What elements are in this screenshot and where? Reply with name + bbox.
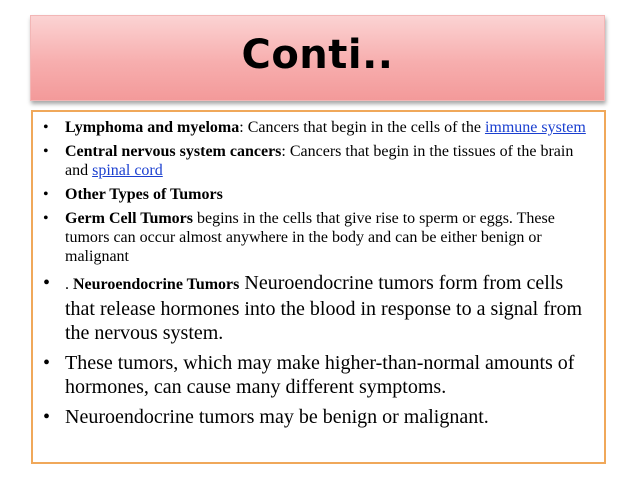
content-panel (31, 110, 606, 464)
bullet-item-other-types (43, 185, 590, 204)
bullet-text: These tumors, which may make higher-than-normal amounts of hormones, can cause many different symptoms. (65, 352, 575, 398)
bullet-heading: Other Types of Tumors (65, 186, 223, 203)
bullet-item-symptoms (43, 351, 590, 399)
bullet-heading: Central nervous system cancers (65, 143, 282, 160)
bullet-prefix: . (65, 276, 73, 293)
bullet-heading: Neuroendocrine Tumors (73, 276, 240, 293)
bullet-icon: • (43, 143, 49, 160)
bullet-item-benign (43, 405, 590, 429)
bullet-item-germ-cell (43, 209, 590, 266)
bullet-list (43, 118, 590, 429)
bullet-item-neuroendocrine (43, 271, 590, 345)
slide-title: Conti.. (241, 32, 394, 78)
bullet-icon: • (43, 406, 51, 428)
bullet-text: Neuroendocrine tumors form from cells that release hormones into the blood in response to a signal from the nervous system. (65, 272, 583, 344)
bullet-icon: • (43, 210, 49, 227)
bullet-icon: • (43, 186, 49, 203)
spinal-cord-link[interactable]: spinal cord (92, 162, 163, 179)
bullet-item-lymphoma (43, 118, 590, 137)
bullet-heading: Germ Cell Tumors (65, 210, 193, 227)
bullet-text: : Cancers that begin in the cells of the (239, 119, 485, 136)
bullet-item-cns (43, 142, 590, 180)
bullet-text: begins in the cells that give rise to sperm or eggs. These tumors can occur almost anywhere in the body and can be either benign or malignant (65, 210, 555, 265)
bullet-heading: Lymphoma and myeloma (65, 119, 240, 136)
bullet-icon: • (43, 272, 51, 294)
bullet-icon: • (43, 352, 51, 374)
bullet-text: : Cancers that begin in the tissues of the brain and (65, 143, 574, 179)
bullet-text: Neuroendocrine tumors may be benign or malignant. (65, 406, 489, 428)
bullet-icon: • (43, 119, 49, 136)
immune-system-link[interactable]: immune system (484, 119, 586, 136)
title-banner (30, 15, 605, 101)
